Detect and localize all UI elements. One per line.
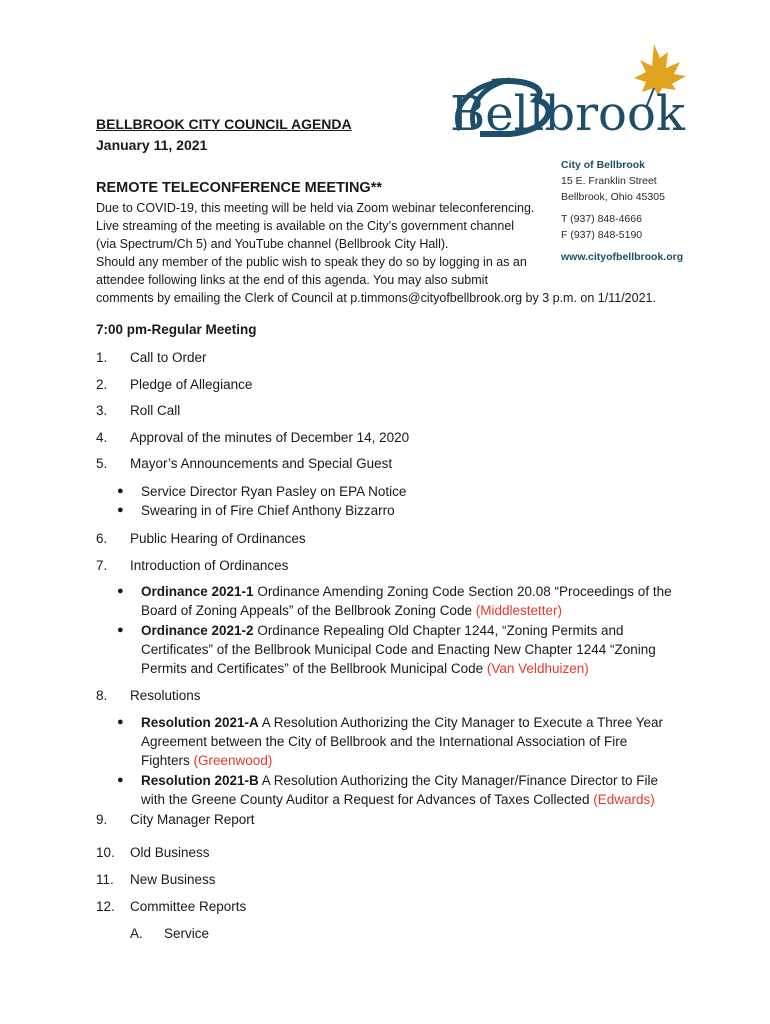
logo-wordmark: Bellbrook — [450, 86, 685, 142]
contact-street: 15 E. Franklin Street — [561, 175, 657, 187]
item-text: Roll Call — [130, 403, 181, 418]
item-text: City Manager Report — [130, 812, 255, 827]
item-text: Public Hearing of Ordinances — [130, 531, 306, 546]
bullet-icon: ● — [117, 504, 124, 516]
item-text: Introduction of Ordinances — [130, 558, 289, 573]
notice-line: Live streaming of the meeting is available on the City’s government channel — [96, 219, 515, 233]
item-text: Approval of the minutes of December 14, 2020 — [130, 430, 410, 445]
bellbrook-logo — [440, 38, 730, 148]
sponsor-name: (Middlestetter) — [475, 603, 562, 618]
item-number: 5. — [96, 456, 108, 471]
contact-fax: F (937) 848-5190 — [561, 229, 643, 241]
resolution-line — [141, 713, 663, 732]
item-number: 12. — [96, 899, 115, 914]
bullet-text: Swearing in of Fire Chief Anthony Bizzarro — [141, 503, 395, 518]
item-number: 4. — [96, 430, 108, 445]
section-heading: 7:00 pm-Regular Meeting — [96, 322, 257, 337]
item-number: 10. — [96, 845, 115, 860]
ordinance-text: Permits and Certificates” of the Bellbrook Municipal Code — [141, 661, 487, 676]
sub-item-letter: A. — [130, 926, 143, 941]
notice-line: attendee following links at the end of this agenda. You may also submit — [96, 273, 488, 287]
notice-paragraph — [96, 199, 656, 307]
item-text: Pledge of Allegiance — [130, 377, 253, 392]
bullet-icon: ● — [117, 774, 124, 786]
item-text: Old Business — [130, 845, 210, 860]
bullet-icon: ● — [117, 716, 124, 728]
item-text: Mayor’s Announcements and Special Guest — [130, 456, 393, 471]
meeting-type: REMOTE TELECONFERENCE MEETING** — [96, 180, 382, 196]
resolution-label: Resolution 2021-A — [141, 715, 259, 730]
ordinance-label: Ordinance 2021-1 — [141, 584, 254, 599]
item-number: 9. — [96, 812, 108, 827]
ordinance-text: Board of Zoning Appeals” of the Bellbrook Zoning Code — [141, 603, 476, 618]
notice-line: Due to COVID-19, this meeting will be held via Zoom webinar teleconferencing. — [96, 201, 535, 215]
notice-line: Should any member of the public wish to speak they do so by logging in as an — [96, 255, 527, 269]
bullet-icon: ● — [117, 585, 124, 597]
resolution-text: Agreement between the City of Bellbrook and the International Association of Fire — [141, 734, 628, 749]
resolution-text: with the Greene County Auditor a Request for Advances of Taxes Collected — [141, 792, 594, 807]
resolution-line — [141, 790, 655, 809]
resolution-text: Fighters — [141, 753, 194, 768]
ordinance-text: Certificates” of the Bellbrook Municipal Code and Enacting New Chapter 1244 “Zoning — [141, 642, 656, 657]
item-number: 2. — [96, 377, 108, 392]
contact-website-link[interactable]: www.cityofbellbrook.org — [561, 251, 684, 263]
item-number: 7. — [96, 558, 108, 573]
ordinance-text: Ordinance Repealing Old Chapter 1244, “Zoning Permits and — [253, 623, 624, 638]
contact-org: City of Bellbrook — [561, 159, 646, 171]
ordinance-label: Ordinance 2021-2 — [141, 623, 254, 638]
resolution-text: A Resolution Authorizing the City Manager to Execute a Three Year — [258, 715, 664, 730]
item-number: 11. — [96, 872, 114, 887]
sponsor-name: (Greenwood) — [193, 753, 273, 768]
bullet-icon: ● — [117, 485, 124, 497]
ordinance-line — [141, 601, 562, 620]
resolution-text: A Resolution Authorizing the City Manager/Finance Director to File — [258, 773, 658, 788]
item-number: 1. — [96, 350, 108, 365]
bullet-icon: ● — [117, 624, 124, 636]
item-text: Resolutions — [130, 688, 201, 703]
agenda-title: BELLBROOK CITY COUNCIL AGENDA — [96, 116, 352, 132]
ordinance-line — [141, 621, 624, 640]
item-text: Committee Reports — [130, 899, 247, 914]
item-number: 3. — [96, 403, 108, 418]
item-text: Call to Order — [130, 350, 207, 365]
ordinance-line — [141, 582, 672, 601]
sponsor-name: (Van Veldhuizen) — [486, 661, 589, 676]
notice-line: comments by emailing the Clerk of Council at p.timmons@cityofbellbrook.org by 3 p.m. on 1/11/2021. — [96, 291, 656, 305]
ordinance-line — [141, 659, 589, 678]
agenda-date: January 11, 2021 — [96, 137, 208, 153]
resolution-line — [141, 771, 658, 790]
contact-phone: T (937) 848-4666 — [561, 213, 642, 225]
sub-item-text: Service — [164, 926, 210, 941]
notice-line: (via Spectrum/Ch 5) and YouTube channel (Bellbrook City Hall). — [96, 237, 449, 251]
item-number: 8. — [96, 688, 108, 703]
contact-city: Bellbrook, Ohio 45305 — [561, 191, 665, 203]
item-number: 6. — [96, 531, 108, 546]
ordinance-text: Ordinance Amending Zoning Code Section 20.08 “Proceedings of the — [253, 584, 672, 599]
resolution-label: Resolution 2021-B — [141, 773, 259, 788]
bullet-text: Service Director Ryan Pasley on EPA Notice — [141, 484, 407, 499]
sponsor-name: (Edwards) — [593, 792, 655, 807]
resolution-line — [141, 751, 272, 770]
item-text: New Business — [130, 872, 216, 887]
